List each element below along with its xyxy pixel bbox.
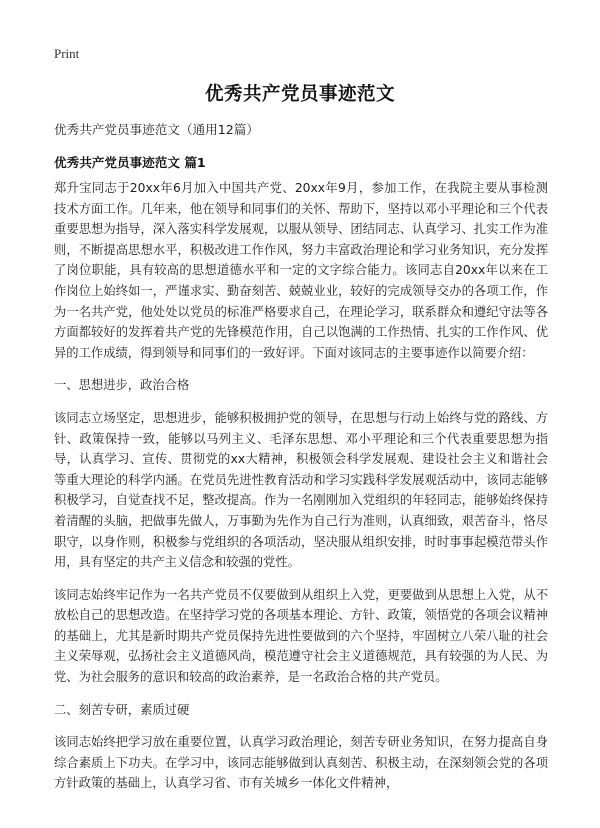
section-heading: 优秀共产党员事迹范文 篇1 [54, 155, 206, 170]
subheading-study: 二、刻苦专研，素质过硬 [54, 702, 190, 717]
document-subtitle: 优秀共产党员事迹范文（通用12篇） [54, 122, 259, 137]
paragraph-political-1: 该同志立场坚定，思想进步，能够积极拥护党的领导，在思想与行动上始终与党的路线、方针、政策保持一致，能够以马列主义、毛泽东思想、邓小平理论和三个代表重要思想为指导，认真学习、宣传、贯彻党的xx大精神，积极领会科学发展观、建设社会主义和谐社会等重大理论的科学内涵。在党员先进性教育活动和学习实践科学发展观活动中，该同志能够积极学习，自觉查找不足，整改提高。作为一名刚刚加入党组织的年轻同志，能够始终保持着清醒的头脑，把做事先做人，万事勤为先作为自己行为准则，认真细致，艰苦奋斗，恪尽职守，以身作则，积极参与党组织的各项活动，坚决服从组织安排，时时事事起模范带头作用，具有坚定的共产主义信念和较强的党性。 [54, 410, 548, 570]
paragraph-intro: 郑升宝同志于20xx年6月加入中国共产党、20xx年9月，参加工作，在我院主要从事检测技术方面工作。几年来，他在领导和同事们的关怀、帮助下，坚持以邓小平理论和三个代表重要思想为指导，深入落实科学发展观，以服从领导、团结同志、认真学习、扎实工作为准则，不断提高思想水平，积极改进工作作风，努力丰富政治理论和学习业务知识，充分发挥了岗位职能，具有较高的思想道德水平和一定的文字综合能力。该同志自20xx年以来在工作岗位上始终如一，严谨求实、勤奋刻苦、兢兢业业，较好的完成领导交办的各项工作，作为一名共产党，他处处以党员的标准严格要求自己，在理论学习，联系群众和遵纪守法等各方面都较好的发挥着共产党的先锋模范作用，自己以饱满的工作热情、扎实的工作作风、优异的工作成绩，得到领导和同事们的一致好评。下面对该同志的主要事迹作以简要介绍： [54, 181, 548, 360]
page-title: 优秀共产党员事迹范文 [204, 84, 395, 105]
paragraph-study-1: 该同志始终把学习放在重要位置，认真学习政治理论，刻苦专研业务知识，在努力提高自身综合素质上下功夫。在学习中，该同志能够做到认真刻苦、积极主动，在深刻领会党的各项方针政策的基础上，认真学习省、市有关城乡一体化文件精神， [54, 735, 548, 791]
paragraph-political-2: 该同志始终牢记作为一名共产党员不仅要做到从组织上入党，更要做到从思想上入党，从不放松自己的思想改造。在坚持学习党的各项基本理论、方针、政策，领悟党的各项会议精神的基础上，尤其是新时期共产党员保持先进性要做到的六个坚持，牢固树立八荣八耻的社会主义荣辱观，弘扬社会主义道德风尚，模范遵守社会主义道德规范，具有较强的为人民、为党、为社会服务的意识和较高的政治素养，是一名政治合格的共产党员。 [54, 587, 548, 685]
article-body [54, 178, 548, 806]
subheading-political: 一、思想进步，政治合格 [54, 378, 190, 393]
print-link[interactable]: Print [54, 46, 80, 61]
